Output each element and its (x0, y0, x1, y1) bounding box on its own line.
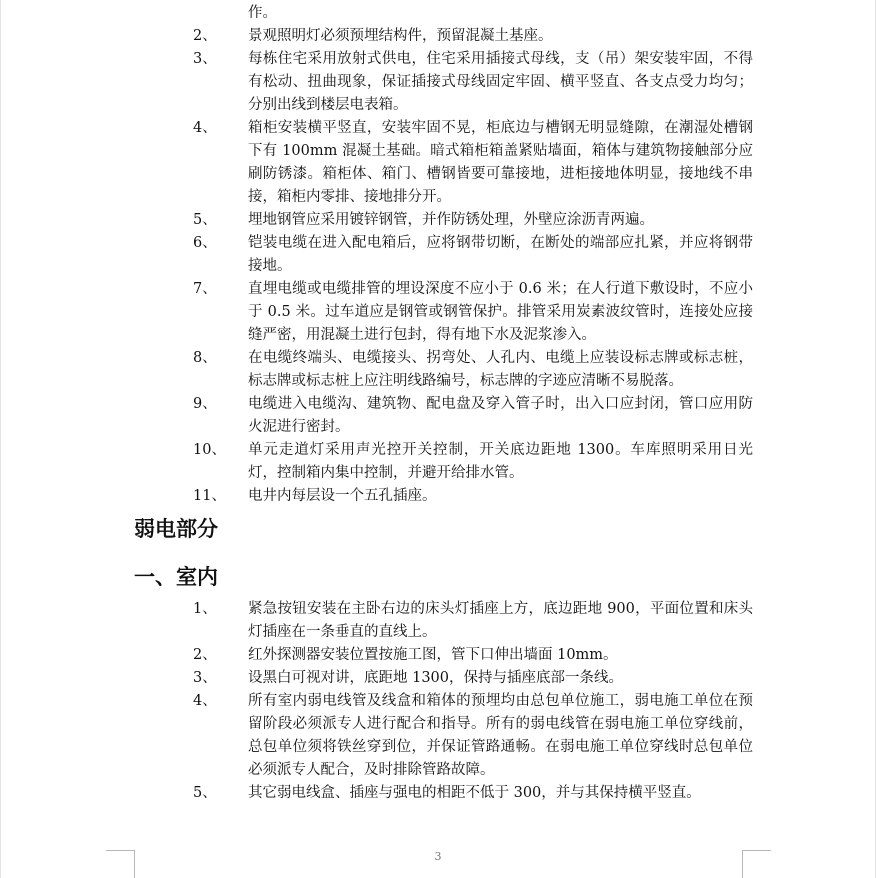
list-item-number: 10、 (193, 442, 226, 458)
list-item-text: 其它弱电线盒、插座与强电的相距不低于 300，并与其保持横平竖直。 (248, 785, 701, 801)
list-item-text: 埋地钢管应采用镀锌钢管，并作防锈处理，外壁应涂沥青两遍。 (248, 212, 654, 228)
list-item-text: 箱柜安装横平竖直，安装牢固不晃，柜底边与槽钢无明显缝隙，在潮湿处槽钢下有 100mm 混凝土基础。暗式箱柜箱盖紧贴墙面，箱体与建筑物接触部分应刷防锈漆。箱柜体、箱门、槽钢皆要可靠接地，进柜接地体明显，接地线不串接，箱柜内零排、接地排分开。 (248, 120, 753, 205)
list-item-number: 2、 (193, 28, 217, 44)
list-item-number: 11、 (193, 488, 226, 504)
list-item (193, 782, 753, 805)
strong-current-list (193, 25, 753, 508)
list-item-text: 直埋电缆或电缆排管的埋设深度不应小于 0.6 米；在人行道下敷设时，不应小于 0.5 米。过车道应是钢管或钢管保护。排管采用炭素波纹管时，连接处应接缝严密，用混凝土进行包封，得有地下水及泥浆渗入。 (248, 281, 753, 343)
section-heading-weak-current: 弱电部分 (134, 517, 218, 541)
list-item (193, 393, 753, 439)
list-item-text: 电缆进入电缆沟、建筑物、配电盘及穿入管子时，出入口应封闭，管口应用防火泥进行密封。 (248, 396, 753, 435)
list-item-text: 紧急按钮安装在主卧右边的床头灯插座上方，底边距地 900，平面位置和床头灯插座在一条垂直的直线上。 (248, 601, 753, 640)
list-item-number: 6、 (193, 235, 217, 251)
list-item-number: 8、 (193, 350, 217, 366)
weak-current-list (193, 598, 753, 805)
list-item-number: 2、 (193, 647, 217, 663)
list-item-text: 单元走道灯采用声光控开关控制，开关底边距地 1300。车库照明采用日光灯，控制箱内集中控制，并避开给排水管。 (248, 442, 753, 481)
list-item-number: 1、 (193, 601, 217, 617)
list-item (193, 690, 753, 782)
list-item-number: 7、 (193, 281, 217, 297)
list-item (193, 232, 753, 278)
list-item-text: 电井内每层设一个五孔插座。 (248, 488, 437, 504)
list-item (193, 25, 753, 48)
list-item-number: 3、 (193, 670, 217, 686)
list-item (193, 48, 753, 117)
page-left-edge (0, 0, 1, 878)
list-item-number: 9、 (193, 396, 217, 412)
list-item-text: 在电缆终端头、电缆接头、拐弯处、人孔内、电缆上应装设标志牌或标志桩，标志牌或标志桩上应注明线路编号，标志牌的字迹应清晰不易脱落。 (248, 350, 753, 389)
list-item (193, 598, 753, 644)
list-item-number: 5、 (193, 212, 217, 228)
subsection-heading-indoor: 一、室内 (134, 565, 218, 589)
list-item-text: 所有室内弱电线管及线盒和箱体的预埋均由总包单位施工，弱电施工单位在预留阶段必须派专人进行配合和指导。所有的弱电线管在弱电施工单位穿线前，总包单位须将铁丝穿到位，并保证管路通畅。在弱电施工单位穿线时总包单位必须派专人配合，及时排除管路故障。 (248, 693, 753, 778)
list-item-text: 每栋住宅采用放射式供电，住宅采用插接式母线，支（吊）架安装牢固，不得有松动、扭曲现象，保证插接式母线固定牢固、横平竖直、各支点受力均匀；分别出线到楼层电表箱。 (248, 51, 753, 113)
list-item (193, 278, 753, 347)
list-item (193, 667, 753, 690)
list-item-text: 红外探测器安装位置按施工图，管下口伸出墙面 10mm。 (248, 647, 618, 663)
list-item (193, 644, 753, 667)
list-item-number: 5、 (193, 785, 217, 801)
list-item-number: 4、 (193, 693, 217, 709)
list-item-number: 3、 (193, 51, 217, 67)
list-item-text: 铠装电缆在进入配电箱后，应将钢带切断，在断处的端部应扎紧，并应将钢带接地。 (248, 235, 753, 274)
continued-text: 作。 (248, 5, 277, 21)
list-item (193, 485, 753, 508)
list-item (193, 117, 753, 209)
page-number: 3 (434, 850, 442, 863)
list-item (193, 347, 753, 393)
list-item-number: 4、 (193, 120, 217, 136)
list-item-text: 设黑白可视对讲，底距地 1300，保持与插座底部一条线。 (248, 670, 624, 686)
list-item (193, 209, 753, 232)
list-item (193, 439, 753, 485)
list-item-text: 景观照明灯必须预埋结构件，预留混凝土基座。 (248, 28, 553, 44)
